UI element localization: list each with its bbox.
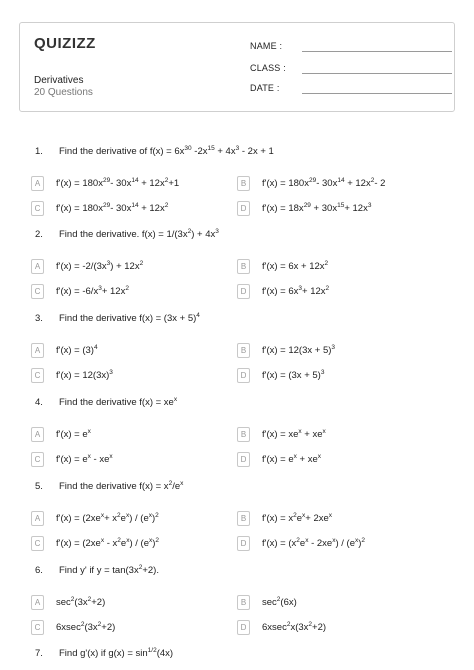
- option-text: $\sec^2(6x)$: [262, 596, 297, 608]
- class-field[interactable]: [250, 63, 286, 73]
- option-text: $f'(x) = 18x^{29} + 30x^{15}+ 12x^3$: [262, 202, 372, 214]
- question-text: Find the derivative of $f(x) = 6x^{30}$ $-2x^{15} + 4x^3 - 2x + 1$: [59, 145, 274, 157]
- option-letter-box: A: [31, 259, 44, 274]
- option-text: $f'(x) = (2xe^x+ x^2e^x) / (e^x)^2$: [56, 512, 159, 524]
- option-text: $f'(x) = xe^x + xe^x$: [262, 428, 326, 440]
- question-number: 5.: [35, 481, 43, 492]
- question-5: [35, 481, 183, 492]
- option-text: $f'(x) = -6/x^3+ 12x^2$: [56, 285, 129, 297]
- date-field[interactable]: [250, 83, 280, 93]
- question-number: 3.: [35, 313, 43, 324]
- option-letter-box: B: [237, 259, 250, 274]
- option-text: $6xsec^2x(3x^2+2)$: [262, 621, 327, 633]
- question-text: Find the derivative $f(x) = (3x + 5)^4$: [59, 312, 200, 324]
- question-number: 4.: [35, 397, 43, 408]
- worksheet-header: [19, 22, 455, 112]
- option-text: $f'(x) = (3x + 5)^3$: [262, 369, 325, 381]
- option-text: $f'(x) = x^2e^x+ 2xe^x$: [262, 512, 333, 524]
- option-letter-box: D: [237, 452, 250, 467]
- date-line: [302, 93, 452, 94]
- option-letter-box: B: [237, 343, 250, 358]
- option-letter-box: C: [31, 284, 44, 299]
- option-text: $f'(x) = (x^2e^x - 2xe^x) / (e^x)^2$: [262, 537, 366, 549]
- question-4: [35, 397, 177, 408]
- option-letter-box: C: [31, 452, 44, 467]
- option-letter-box: B: [237, 595, 250, 610]
- question-2: [35, 229, 219, 240]
- question-text: Find the derivative $f(x) = xe^x$: [59, 396, 178, 408]
- option-letter-box: C: [31, 201, 44, 216]
- option-letter-box: C: [31, 536, 44, 551]
- option-letter-box: D: [237, 620, 250, 635]
- name-line: [302, 51, 452, 52]
- question-number: 7.: [35, 648, 43, 659]
- option-text: $\sec^2(3x^2+2)$: [56, 596, 106, 608]
- option-letter-box: B: [237, 511, 250, 526]
- option-letter-box: B: [237, 427, 250, 442]
- option-letter-box: D: [237, 536, 250, 551]
- class-label: CLASS :: [250, 63, 286, 73]
- question-6: [35, 565, 159, 576]
- name-label: NAME :: [250, 41, 283, 51]
- option-text: $f'(x) = e^x + xe^x$: [262, 453, 322, 465]
- option-text: $f'(x) = 6x + 12x^2$: [262, 260, 329, 272]
- name-field[interactable]: [250, 41, 282, 51]
- option-text: $f'(x) = 180x^{29}-$ $30x^{14} + 12x^2-$ 2: [262, 177, 386, 189]
- option-text: $6xsec^2(3x^2+2)$: [56, 621, 116, 633]
- option-letter-box: A: [31, 427, 44, 442]
- class-line: [302, 73, 452, 74]
- option-letter-box: B: [237, 176, 250, 191]
- option-text: $f'(x) = 6x^3+ 12x^2$: [262, 285, 330, 297]
- option-text: $f'(x) = (3)^4$: [56, 344, 98, 356]
- question-count: 20 Questions: [34, 87, 93, 98]
- option-text: $f'(x) = 180x^{29}-$ $30x^{14} + 12x^2+1$: [56, 177, 180, 189]
- option-letter-box: A: [31, 595, 44, 610]
- option-letter-box: C: [31, 620, 44, 635]
- question-number: 1.: [35, 146, 43, 157]
- option-text: $f'(x) = 12(3x + 5)^3$: [262, 344, 336, 356]
- option-letter-box: A: [31, 511, 44, 526]
- date-label: DATE :: [250, 83, 280, 93]
- question-1: [35, 146, 274, 157]
- question-text: Find y' if $y = \tan(3x^2+2)$.: [59, 564, 159, 576]
- option-text: $f'(x) = (2xe^x - x^2e^x) / (e^x)^2$: [56, 537, 160, 549]
- option-letter-box: C: [31, 368, 44, 383]
- question-text: Find the derivative $f(x) = x^2/e^x$: [59, 480, 184, 492]
- quizizz-logo: QUIZIZZ: [34, 35, 96, 52]
- question-7: [35, 648, 173, 659]
- question-text: Find g'(x) if $g(x) = \sin^{1/2}(4x)$: [59, 647, 174, 659]
- question-3: [35, 313, 200, 324]
- option-letter-box: D: [237, 201, 250, 216]
- option-text: $f'(x) = e^x$: [56, 428, 91, 440]
- option-text: $f'(x) = 12(3x)^3$: [56, 369, 113, 381]
- option-letter-box: D: [237, 284, 250, 299]
- question-text: Find the derivative. $f(x) = 1/(3x^2) + 4x^3$: [59, 228, 219, 240]
- option-letter-box: A: [31, 343, 44, 358]
- question-number: 6.: [35, 565, 43, 576]
- question-number: 2.: [35, 229, 43, 240]
- option-text: $f'(x) = 180x^{29}-$ $30x^{14} + 12x^2$: [56, 202, 169, 214]
- worksheet-title: Derivatives: [34, 75, 84, 86]
- option-letter-box: A: [31, 176, 44, 191]
- option-letter-box: D: [237, 368, 250, 383]
- option-text: $f'(x) = e^x - xe^x$: [56, 453, 113, 465]
- option-text: $f'(x) = -2/(3x^3) + 12x^2$: [56, 260, 144, 272]
